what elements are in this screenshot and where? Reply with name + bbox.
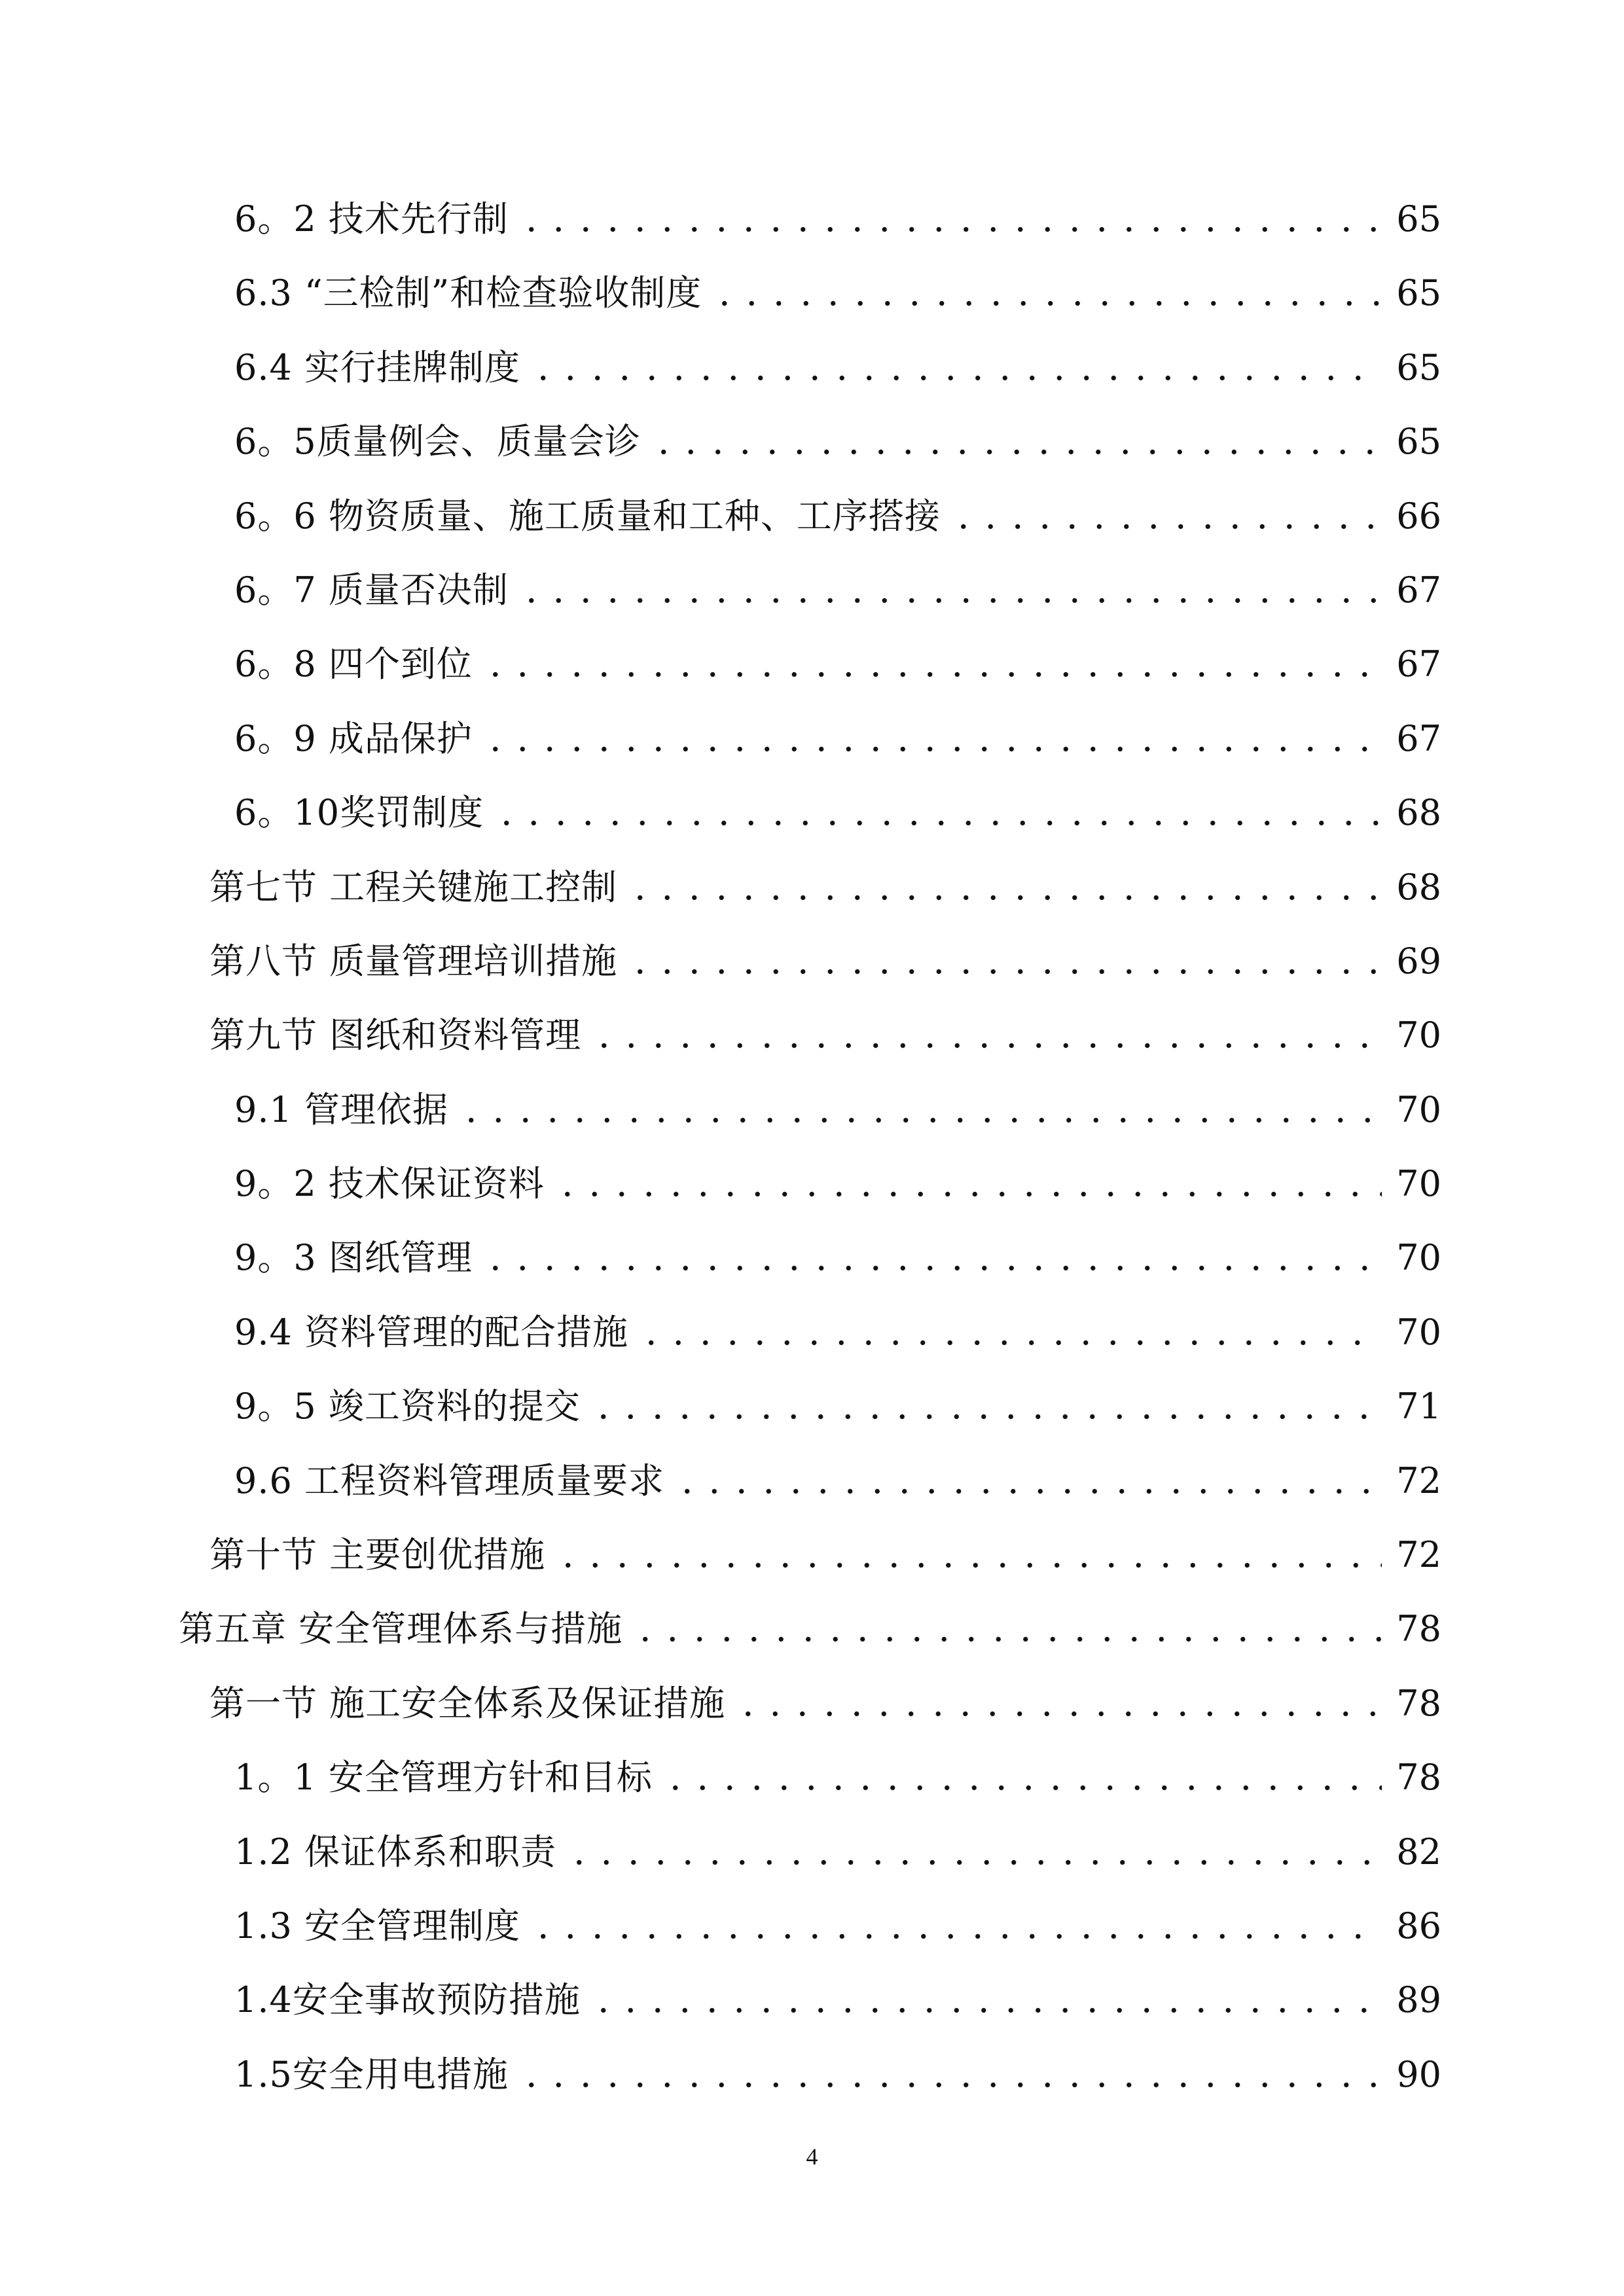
dot-leader [674, 1444, 1382, 1518]
toc-entry-label: 1.3 安全管理制度 [234, 1905, 521, 1946]
dot-leader [711, 256, 1382, 330]
toc-entry-label: 9.4 资料管理的配合措施 [234, 1311, 629, 1353]
toc-entry-label: 6。7 质量否决制 [234, 569, 509, 611]
page-number: 4 [806, 2144, 818, 2170]
toc-section [209, 1518, 1441, 1592]
toc-section-label: 第七节 工程关键施工控制 [209, 866, 618, 908]
toc-entry-label: 9.6 工程资料管理质量要求 [234, 1460, 665, 1501]
toc-entry-page: 70 [1396, 1237, 1441, 1279]
toc-entry-page: 65 [1396, 198, 1441, 240]
toc-entry-page: 78 [1396, 1608, 1441, 1650]
dot-leader [493, 776, 1382, 850]
dot-leader [734, 1666, 1382, 1740]
toc-entry [234, 2037, 1441, 2111]
toc-entry [234, 702, 1441, 776]
dot-leader [530, 1889, 1382, 1963]
toc-section [209, 924, 1441, 998]
toc-entry-page: 72 [1396, 1534, 1441, 1576]
toc-section [209, 1666, 1441, 1740]
toc-section-label: 第一节 施工安全体系及保证措施 [209, 1682, 726, 1724]
toc-entry-page: 72 [1396, 1460, 1441, 1501]
toc-entry [234, 1147, 1441, 1221]
dot-leader [626, 924, 1382, 998]
toc-entry-page: 78 [1396, 1682, 1441, 1724]
toc-section-label: 第九节 图纸和资料管理 [209, 1014, 582, 1056]
toc-chapter-label: 第五章 安全管理体系与措施 [179, 1608, 623, 1650]
toc-entry-page: 67 [1396, 569, 1441, 611]
table-of-contents [0, 182, 1624, 2111]
toc-entry [234, 1295, 1441, 1369]
toc-section-label: 第八节 质量管理培训措施 [209, 940, 618, 982]
dot-leader [590, 998, 1382, 1072]
toc-entry [234, 1740, 1441, 1814]
toc-entry-page: 69 [1396, 940, 1441, 982]
toc-section [209, 850, 1441, 924]
dot-leader [632, 1592, 1382, 1666]
toc-entry-label: 6。8 四个到位 [234, 643, 473, 685]
toc-entry [234, 1369, 1441, 1443]
toc-entry [234, 1221, 1441, 1295]
toc-entry-page: 65 [1396, 272, 1441, 314]
toc-entry [234, 776, 1441, 850]
toc-entry [234, 553, 1441, 627]
toc-entry-page: 68 [1396, 866, 1441, 908]
toc-entry-page: 66 [1396, 495, 1441, 537]
toc-entry-page: 68 [1396, 792, 1441, 834]
toc-entry-label: 1。1 安全管理方针和目标 [234, 1757, 653, 1799]
toc-entry [234, 1963, 1441, 2037]
toc-entry-page: 65 [1396, 421, 1441, 463]
toc-entry [234, 182, 1441, 256]
toc-entry-label: 9。2 技术保证资料 [234, 1163, 545, 1205]
dot-leader [590, 1369, 1382, 1443]
dot-leader [662, 1740, 1382, 1814]
toc-entry [234, 1889, 1441, 1963]
toc-entry-page: 82 [1396, 1831, 1441, 1873]
dot-leader [518, 2037, 1382, 2111]
toc-entry-label: 6。5质量例会、质量会诊 [234, 421, 641, 463]
toc-entry [234, 479, 1441, 553]
toc-section [209, 998, 1441, 1072]
toc-section-label: 第十节 主要创优措施 [209, 1534, 546, 1576]
toc-entry-page: 90 [1396, 2053, 1441, 2095]
dot-leader [650, 404, 1382, 478]
toc-entry-page: 67 [1396, 717, 1441, 759]
dot-leader [458, 1073, 1382, 1147]
toc-entry-label: 9.1 管理依据 [234, 1088, 449, 1130]
toc-entry-label: 1.5安全用电措施 [234, 2053, 509, 2095]
toc-entry-page: 70 [1396, 1088, 1441, 1130]
dot-leader [554, 1518, 1382, 1592]
toc-entry-label: 6。10奖罚制度 [234, 792, 484, 834]
toc-chapter [179, 1592, 1441, 1666]
toc-entry-page: 89 [1396, 1979, 1441, 2021]
toc-entry [234, 331, 1441, 404]
dot-leader [518, 553, 1382, 627]
toc-entry-page: 67 [1396, 643, 1441, 685]
toc-entry-label: 6。2 技术先行制 [234, 198, 509, 240]
dot-leader [566, 1815, 1382, 1889]
toc-entry [234, 627, 1441, 701]
dot-leader [554, 1147, 1382, 1221]
toc-entry [234, 256, 1441, 330]
dot-leader [626, 850, 1382, 924]
toc-entry-page: 78 [1396, 1757, 1441, 1799]
toc-entry [234, 1444, 1441, 1518]
toc-entry-page: 70 [1396, 1311, 1441, 1353]
toc-entry-label: 6。6 物资质量、施工质量和工种、工序搭接 [234, 495, 941, 537]
toc-entry [234, 1073, 1441, 1147]
toc-entry-label: 1.4安全事故预防措施 [234, 1979, 581, 2021]
toc-entry-page: 86 [1396, 1905, 1441, 1946]
dot-leader [530, 331, 1382, 404]
dot-leader [638, 1295, 1382, 1369]
dot-leader [590, 1963, 1382, 2037]
dot-leader [950, 479, 1382, 553]
toc-entry-page: 65 [1396, 346, 1441, 388]
toc-entry-label: 9。3 图纸管理 [234, 1237, 473, 1279]
toc-entry-label: 9。5 竣工资料的提交 [234, 1386, 581, 1427]
toc-entry [234, 1815, 1441, 1889]
toc-entry-page: 71 [1396, 1386, 1441, 1427]
toc-entry-label: 6。9 成品保护 [234, 717, 473, 759]
toc-entry-label: 6.3 “三检制”和检查验收制度 [234, 272, 702, 314]
toc-entry-page: 70 [1396, 1014, 1441, 1056]
dot-leader [482, 1221, 1382, 1295]
dot-leader [482, 702, 1382, 776]
dot-leader [518, 182, 1382, 256]
dot-leader [482, 627, 1382, 701]
toc-entry [234, 404, 1441, 478]
toc-entry-label: 1.2 保证体系和职责 [234, 1831, 557, 1873]
toc-entry-label: 6.4 实行挂牌制度 [234, 346, 521, 388]
toc-entry-page: 70 [1396, 1163, 1441, 1205]
